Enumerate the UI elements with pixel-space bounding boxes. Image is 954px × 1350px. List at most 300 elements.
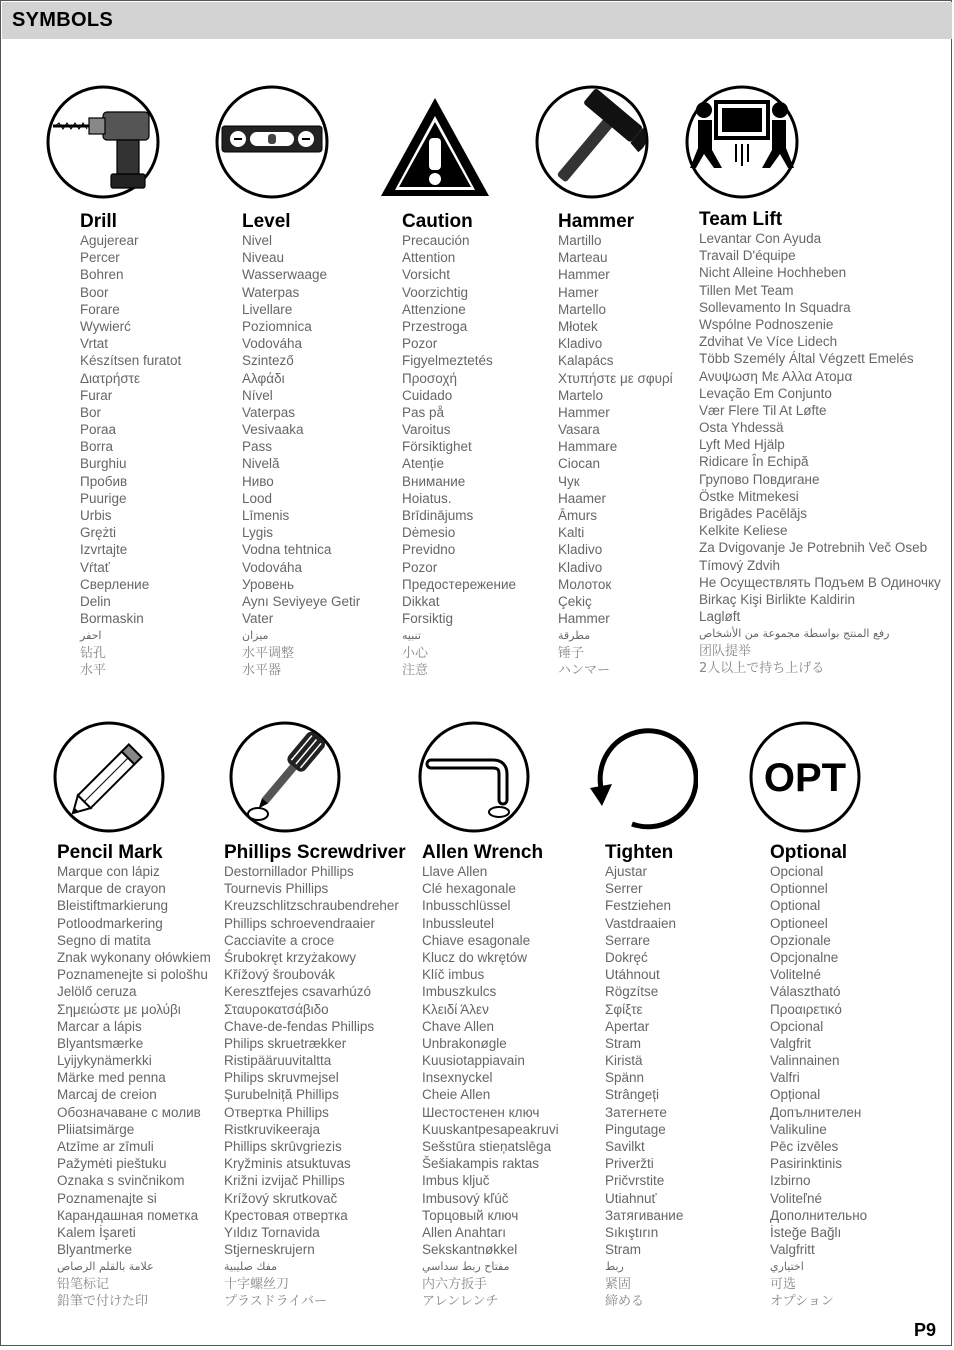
symbol-column-allen-wrench	[422, 843, 559, 1310]
translation-item: Atenție	[402, 456, 445, 472]
translation-item: Lood	[242, 490, 273, 506]
translation-item: Serrer	[605, 881, 643, 897]
translation-item: Pažymėti pieštuku	[57, 1156, 167, 1172]
translation-item: اختياري	[770, 1260, 804, 1274]
translation-item: 締める	[605, 1293, 645, 1309]
tighten-arrow-icon	[582, 722, 698, 834]
translation-item: Allen Anahtarı	[422, 1224, 507, 1240]
translation-item: Ridicare În Echipă	[699, 454, 809, 470]
translation-item: Philips skruvmejsel	[224, 1070, 339, 1086]
translation-item: Wasserwaage	[242, 267, 328, 283]
translation-item: 铅笔标记	[57, 1276, 110, 1292]
translation-item: Valfri	[770, 1070, 800, 1086]
symbol-title: Tighten	[605, 842, 674, 863]
translation-item: Znak wykonany ołówkiem	[57, 949, 211, 965]
translation-item: Bor	[80, 404, 102, 420]
translation-item: Pozor	[402, 559, 438, 575]
translation-item: مفك صليبية	[224, 1260, 278, 1274]
translation-item: Jelölő ceruza	[57, 984, 137, 1000]
symbol-column-phillips-screwdriver	[224, 843, 406, 1310]
translation-item: احفر	[80, 629, 102, 643]
translation-item: Apertar	[605, 1018, 650, 1034]
translation-item: Hoiatus.	[402, 490, 452, 506]
translation-item: Marque de crayon	[57, 881, 166, 897]
translation-item: İsteğe Bağlı	[770, 1224, 842, 1240]
translation-item: Osta Yhdessä	[699, 420, 784, 436]
translation-item: Обозначаване с молив	[57, 1104, 201, 1120]
translation-item: Burghiu	[80, 456, 127, 472]
symbol-title: Level	[242, 211, 291, 232]
translation-item: Za Dvigovanje Je Potrebnih Več Oseb	[699, 540, 928, 556]
translation-item: Pēc izvēles	[770, 1139, 839, 1154]
pencil-icon	[52, 720, 166, 834]
translation-item: 鉛筆で付けた印	[57, 1293, 149, 1309]
translation-item: Försiktighet	[402, 439, 472, 455]
translation-item: Cuidado	[402, 387, 453, 403]
translation-item: Nicht Alleine Hochheben	[699, 265, 847, 281]
translation-item: Utáhnout	[605, 967, 660, 983]
translation-item: Vŕtať	[80, 559, 110, 575]
translation-item: Cheie Allen	[422, 1087, 491, 1103]
translation-item: 十字螺丝刀	[224, 1276, 290, 1292]
translation-item: Birkaç Kişi Birlikte Kaldirin	[699, 591, 856, 607]
translation-item: Östke Mitmekesi	[699, 488, 799, 504]
translation-item: Kalti	[558, 525, 585, 541]
translation-item: Forsiktig	[402, 611, 454, 627]
symbol-column-pencil-mark	[57, 843, 211, 1310]
translation-item: Пробив	[80, 473, 128, 489]
translation-item: Nível	[242, 387, 273, 403]
symbol-column-level	[242, 212, 360, 679]
translation-item: Wspólne Podnoszenie	[699, 316, 834, 332]
translation-item: Σφίξτε	[605, 1001, 643, 1017]
translation-item: Optioneel	[770, 915, 828, 931]
translation-item: Vrtat	[80, 336, 109, 352]
translation-item: Szintező	[242, 353, 294, 369]
translation-item: Utiahnuť	[605, 1190, 657, 1206]
translation-item: Opcjonalne	[770, 949, 839, 965]
translation-item: Llave Allen	[422, 864, 488, 879]
translation-item: 水平器	[242, 662, 282, 678]
translation-item: Ristipääruuvitaltta	[224, 1053, 332, 1069]
translation-item: علامة بالقلم الرصاص	[57, 1260, 154, 1274]
translation-item: Opzionale	[770, 932, 831, 948]
translation-item: Уровень	[242, 576, 295, 592]
translation-list	[605, 863, 683, 1310]
translation-item: Varoitus	[402, 422, 451, 438]
translation-item: Cacciavite a croce	[224, 932, 335, 948]
translation-item: Dikkat	[402, 593, 440, 609]
translation-item: Rögzítse	[605, 984, 659, 1000]
translation-item: Κλειδί Άλεν	[422, 1001, 489, 1017]
translation-item: Grężti	[80, 525, 117, 541]
translation-item: Bormaskin	[80, 611, 144, 627]
translation-item: Šešiakampis raktas	[422, 1156, 540, 1172]
translation-item: Stjerneskrujern	[224, 1242, 315, 1258]
translation-item: Bleistiftmarkierung	[57, 898, 169, 914]
translation-item: 团队提举	[699, 643, 752, 659]
translation-item: Sekskantnøkkel	[422, 1242, 518, 1258]
translation-item: Puurige	[80, 490, 127, 506]
translation-item: Travail D'équipe	[699, 248, 796, 264]
translation-item: Poznamenajte si	[57, 1190, 157, 1206]
translation-item: Opcional	[770, 864, 824, 879]
translation-item: Ajustar	[605, 864, 648, 879]
translation-item: Kladivo	[558, 542, 603, 558]
symbol-title: Drill	[80, 211, 117, 232]
translation-item: Lyft Med Hjälp	[699, 437, 785, 453]
translation-item: 锤子	[558, 645, 585, 661]
translation-item: Martelo	[558, 387, 604, 403]
spirit-level-icon	[214, 84, 330, 200]
translation-item: Śrubokręt krzyżakowy	[224, 949, 357, 965]
translation-item: Blyantsmærke	[57, 1035, 144, 1051]
translation-item: Przestroga	[402, 318, 468, 334]
translation-item: Opcional	[770, 1018, 824, 1034]
translation-item: Vær Flere Til At Løfte	[699, 402, 827, 418]
translation-item: Izbirno	[770, 1173, 811, 1189]
caution-icon	[377, 94, 493, 200]
translation-item: Klíč imbus	[422, 967, 485, 983]
translation-item: Sollevamento In Squadra	[699, 299, 851, 315]
translation-item: Сверление	[80, 576, 150, 592]
translation-item: Marque con lápiz	[57, 864, 160, 879]
translation-item: Не Осуществлять Подъем В Одиночку	[699, 574, 941, 590]
translation-item: 紧固	[605, 1276, 632, 1292]
translation-item: Percer	[80, 250, 120, 266]
translation-item: Savilkt	[605, 1139, 645, 1154]
translation-item: Keresztfejes csavarhúzó	[224, 984, 372, 1000]
optional-opt-icon	[748, 720, 862, 834]
translation-item: Tímový Zdvih	[699, 557, 781, 573]
translation-item: Молоток	[558, 576, 612, 592]
translation-item: رفع المنتج بواسطة مجموعة من الأشخاص	[699, 627, 890, 641]
translation-item: Marcar a lápis	[57, 1018, 142, 1034]
translation-item: Vaterpas	[242, 404, 296, 420]
translation-item: Hammer	[558, 611, 610, 627]
drill-icon	[45, 84, 161, 200]
translation-item: Kreuzschlitzschraubendreher	[224, 898, 399, 914]
translation-item: Kuuskantpesapeakruvi	[422, 1121, 559, 1137]
symbol-title: Team Lift	[699, 209, 783, 230]
translation-item: Potloodmarkering	[57, 915, 163, 931]
symbol-column-drill	[80, 212, 181, 679]
translation-item: Zdvihat Ve Více Lidech	[699, 334, 838, 350]
translation-item: Atzīme ar zīmuli	[57, 1139, 154, 1154]
translation-item: Választható	[770, 984, 841, 1000]
translation-item: Spänn	[605, 1070, 645, 1086]
translation-item: Poziomnica	[242, 318, 312, 334]
page-number: P9	[913, 1320, 936, 1340]
translation-item: Attenzione	[402, 301, 466, 317]
symbol-column-caution	[402, 212, 516, 679]
translation-item: Tillen Met Team	[699, 282, 794, 298]
translation-item: 钻孔	[80, 645, 107, 661]
translation-list	[422, 863, 559, 1310]
translation-item: Imbusový kľúč	[422, 1190, 509, 1206]
translation-item: ربط	[605, 1260, 624, 1274]
translation-item: Młotek	[558, 318, 598, 334]
translation-item: Групово Повдигане	[699, 471, 820, 487]
translation-item: Tournevis Phillips	[224, 881, 329, 897]
translation-item: Stram	[605, 1035, 642, 1051]
translation-item: Klucz do wkrętów	[422, 949, 528, 965]
translation-item: Optional	[770, 898, 821, 914]
translation-item: Lyijykynämerkki	[57, 1053, 152, 1069]
translation-item: Αλφάδι	[242, 370, 285, 386]
translation-item: Șurubelniță Phillips	[224, 1087, 339, 1103]
translation-item: Blyantmerke	[57, 1242, 133, 1258]
translation-item: Precaución	[402, 233, 470, 248]
translation-item: Kuusiotappiavain	[422, 1053, 525, 1069]
translation-item: Затягивание	[605, 1207, 684, 1223]
symbol-column-optional	[770, 843, 867, 1310]
translation-item: Valinnainen	[770, 1053, 840, 1069]
translation-item: Insexnyckel	[422, 1070, 493, 1086]
translation-item: 内六方扳手	[422, 1276, 488, 1292]
translation-item: Vodováha	[242, 559, 303, 575]
translation-item: Çekiç	[558, 593, 592, 609]
translation-item: Ανυψωση Με Αλλα Ατομα	[699, 368, 853, 384]
translation-item: Unbrakonøgle	[422, 1035, 507, 1051]
translation-item: Крестовая отвертка	[224, 1207, 348, 1223]
translation-item: Marteau	[558, 250, 608, 266]
translation-item: Отвертка Phillips	[224, 1104, 329, 1120]
translation-item: Furar	[80, 387, 113, 403]
translation-item: Lygis	[242, 525, 274, 541]
translation-item: Hammer	[558, 404, 610, 420]
translation-list	[242, 232, 360, 679]
opt-label: OPT	[763, 756, 847, 800]
translation-item: Nivelă	[242, 456, 280, 472]
translation-item: Destornillador Phillips	[224, 864, 354, 879]
translation-item: Ciocan	[558, 456, 601, 472]
translation-item: 小心	[402, 645, 429, 661]
translation-item: Waterpas	[242, 284, 300, 300]
translation-item: Izvrtajte	[80, 542, 128, 558]
translation-item: Opțional	[770, 1087, 821, 1103]
translation-item: Priveržti	[605, 1156, 654, 1172]
translation-list	[57, 863, 211, 1310]
translation-item: Yıldız Tornavida	[224, 1224, 320, 1240]
translation-item: Vodna tehtnica	[242, 542, 332, 558]
translation-item: Допълнителен	[770, 1104, 862, 1120]
translation-item: Agujerear	[80, 233, 139, 248]
translation-item: Stram	[605, 1242, 642, 1258]
translation-item: Kalem İşareti	[57, 1224, 136, 1240]
translation-item: Vesivaaka	[242, 422, 304, 438]
translation-item: Több Személy Által Végzett Emelés	[699, 351, 914, 367]
translation-item: Карандашная пометка	[57, 1207, 199, 1223]
symbol-title: Pencil Mark	[57, 842, 163, 863]
translation-item: Livellare	[242, 301, 293, 317]
translation-item: Poraa	[80, 422, 117, 438]
translation-item: Kladivo	[558, 336, 603, 352]
translation-item: Delin	[80, 593, 111, 609]
translation-list	[80, 232, 181, 679]
translation-item: Kiristä	[605, 1053, 643, 1069]
translation-item: Inbussleutel	[422, 915, 495, 931]
translation-item: Hammer	[558, 267, 610, 283]
symbol-title: Hammer	[558, 211, 635, 232]
translation-item: Σταυροκατσάβιδο	[224, 1001, 329, 1017]
translation-item: Дополнительно	[770, 1207, 868, 1223]
translation-item: Urbis	[80, 508, 112, 523]
translation-item: Χτυπήστε με σφυρί	[558, 370, 673, 386]
translation-item: Pas på	[402, 404, 445, 420]
translation-item: Pozor	[402, 336, 438, 352]
hammer-icon	[534, 84, 650, 200]
translation-item: Krížový skrutkovač	[224, 1190, 338, 1206]
translation-list	[402, 232, 516, 679]
translation-item: Brigādes Pacēlājs	[699, 506, 808, 521]
translation-item: 注意	[402, 662, 429, 678]
translation-item: Lagløft	[699, 609, 741, 625]
translation-item: Āmurs	[558, 508, 598, 523]
translation-item: Křížový šroubovák	[224, 967, 336, 983]
translation-item: Haamer	[558, 490, 607, 506]
translation-item: Vorsicht	[402, 267, 451, 283]
translation-item: Voliteľné	[770, 1190, 822, 1206]
translation-item: Sešstūra stieņatslēga	[422, 1139, 552, 1154]
symbol-title: Allen Wrench	[422, 842, 544, 863]
translation-item: Līmenis	[242, 508, 290, 523]
translation-item: 水平	[80, 662, 107, 678]
translation-item: Vastdraaien	[605, 915, 677, 931]
translation-item: Чук	[558, 473, 580, 489]
translation-item: Pasirinktinis	[770, 1156, 843, 1172]
translation-item: プラスドライバー	[224, 1293, 327, 1309]
translation-item: Kladivo	[558, 559, 603, 575]
translation-item: Készítsen furatot	[80, 353, 182, 369]
translation-item: Valikuline	[770, 1121, 827, 1137]
translation-item: Kalapács	[558, 353, 614, 369]
symbol-column-tighten	[605, 843, 683, 1310]
symbol-title: Optional	[770, 842, 848, 863]
translation-item: Pass	[242, 439, 273, 455]
translation-list	[558, 232, 673, 679]
translation-item: Voorzichtig	[402, 284, 469, 300]
translation-item: Marcaj de creion	[57, 1087, 157, 1103]
team-lift-icon	[684, 82, 800, 200]
translation-item: オプション	[770, 1293, 834, 1309]
translation-item: ميزان	[242, 629, 269, 643]
allen-wrench-icon	[417, 720, 531, 834]
translation-item: Previdno	[402, 542, 456, 558]
translation-item: Vasara	[558, 422, 600, 438]
translation-item: Sıkıştırın	[605, 1224, 659, 1240]
translation-item: Внимание	[402, 473, 466, 489]
translation-item: 水平调整	[242, 645, 295, 661]
symbol-title: Phillips Screwdriver	[224, 842, 406, 863]
translation-item: Vodováha	[242, 336, 303, 352]
translation-item: مفتاح ربط سداسي	[422, 1260, 510, 1274]
translation-item: Торцовый ключ	[422, 1207, 519, 1223]
translation-item: Kryžminis atsuktuvas	[224, 1156, 351, 1172]
translation-list	[699, 230, 941, 677]
translation-item: Imbus ključ	[422, 1173, 490, 1189]
translation-item: Chiave esagonale	[422, 932, 531, 948]
translation-item: Шестостенен ключ	[422, 1104, 540, 1120]
translation-item: Borra	[80, 439, 114, 455]
translation-item: Hamer	[558, 284, 599, 300]
translation-item: Optionnel	[770, 881, 828, 897]
translation-item: Предостережение	[402, 576, 517, 592]
translation-item: Imbuszkulcs	[422, 984, 497, 1000]
translation-item: Pričvrstite	[605, 1173, 665, 1189]
translation-item: 可选	[770, 1276, 797, 1292]
translation-item: Clé hexagonale	[422, 881, 516, 897]
translation-item: Chave Allen	[422, 1018, 495, 1034]
translation-item: 2人以上で持ち上げる	[699, 660, 825, 676]
translation-item: Kelkite Keliese	[699, 523, 788, 539]
symbol-title: Caution	[402, 211, 473, 232]
header-bar	[2, 2, 952, 39]
translation-item: Strângeți	[605, 1087, 660, 1103]
translation-item: Valgfritt	[770, 1242, 815, 1258]
translation-item: Brīdinājums	[402, 508, 474, 523]
translation-item: Niveau	[242, 250, 285, 266]
phillips-screwdriver-icon	[228, 720, 342, 834]
translation-list	[770, 863, 867, 1310]
translation-item: Ristkruvikeeraja	[224, 1121, 321, 1137]
translation-item: Σημειώστε με μολύβι	[57, 1001, 181, 1017]
translation-item: Затегнете	[605, 1104, 667, 1120]
translation-item: Dokręć	[605, 949, 648, 965]
translation-item: Attention	[402, 250, 456, 266]
translation-item: Ниво	[242, 473, 274, 489]
translation-item: Levação Em Conjunto	[699, 385, 832, 401]
symbol-column-team-lift	[699, 210, 941, 677]
translation-item: Vater	[242, 611, 274, 627]
translation-item: تنبيه	[402, 629, 421, 643]
translation-item: Dėmesio	[402, 525, 456, 541]
translation-item: Levantar Con Ayuda	[699, 231, 822, 246]
translation-item: Volitelné	[770, 967, 822, 983]
translation-item: Προσοχή	[402, 370, 458, 386]
translation-item: Figyelmeztetés	[402, 353, 493, 369]
translation-item: Hammare	[558, 439, 618, 455]
translation-item: Nivel	[242, 233, 273, 248]
translation-item: Pliiatsimärge	[57, 1121, 135, 1137]
translation-item: مطرقة	[558, 629, 591, 643]
page-title: SYMBOLS	[12, 9, 113, 31]
translation-item: Festziehen	[605, 898, 672, 914]
translation-item: Wywierć	[80, 318, 131, 334]
translation-item: Valgfrit	[770, 1035, 812, 1051]
translation-item: Märke med penna	[57, 1070, 166, 1086]
symbol-column-hammer	[558, 212, 673, 679]
translation-item: Philips skruetrækker	[224, 1035, 347, 1051]
translation-item: Chave-de-fendas Phillips	[224, 1018, 375, 1034]
translation-item: Serrare	[605, 932, 651, 948]
translation-list	[224, 863, 406, 1310]
translation-item: Oznaka s svinčnikom	[57, 1173, 185, 1189]
translation-item: Διατρήστε	[80, 370, 141, 386]
translation-item: Križni izvijač Phillips	[224, 1173, 345, 1189]
translation-item: Martillo	[558, 233, 602, 248]
translation-item: Segno di matita	[57, 932, 151, 948]
translation-item: Poznamenejte si pološhu	[57, 967, 208, 983]
translation-item: Phillips schroevendraaier	[224, 915, 375, 931]
translation-item: Bohren	[80, 267, 124, 283]
translation-item: Boor	[80, 284, 109, 300]
translation-item: ハンマー	[558, 662, 611, 678]
translation-item: Aynı Seviyeye Getir	[242, 593, 361, 609]
translation-item: Forare	[80, 301, 120, 317]
translation-item: Inbusschlüssel	[422, 898, 511, 914]
translation-item: アレンレンチ	[422, 1293, 499, 1309]
